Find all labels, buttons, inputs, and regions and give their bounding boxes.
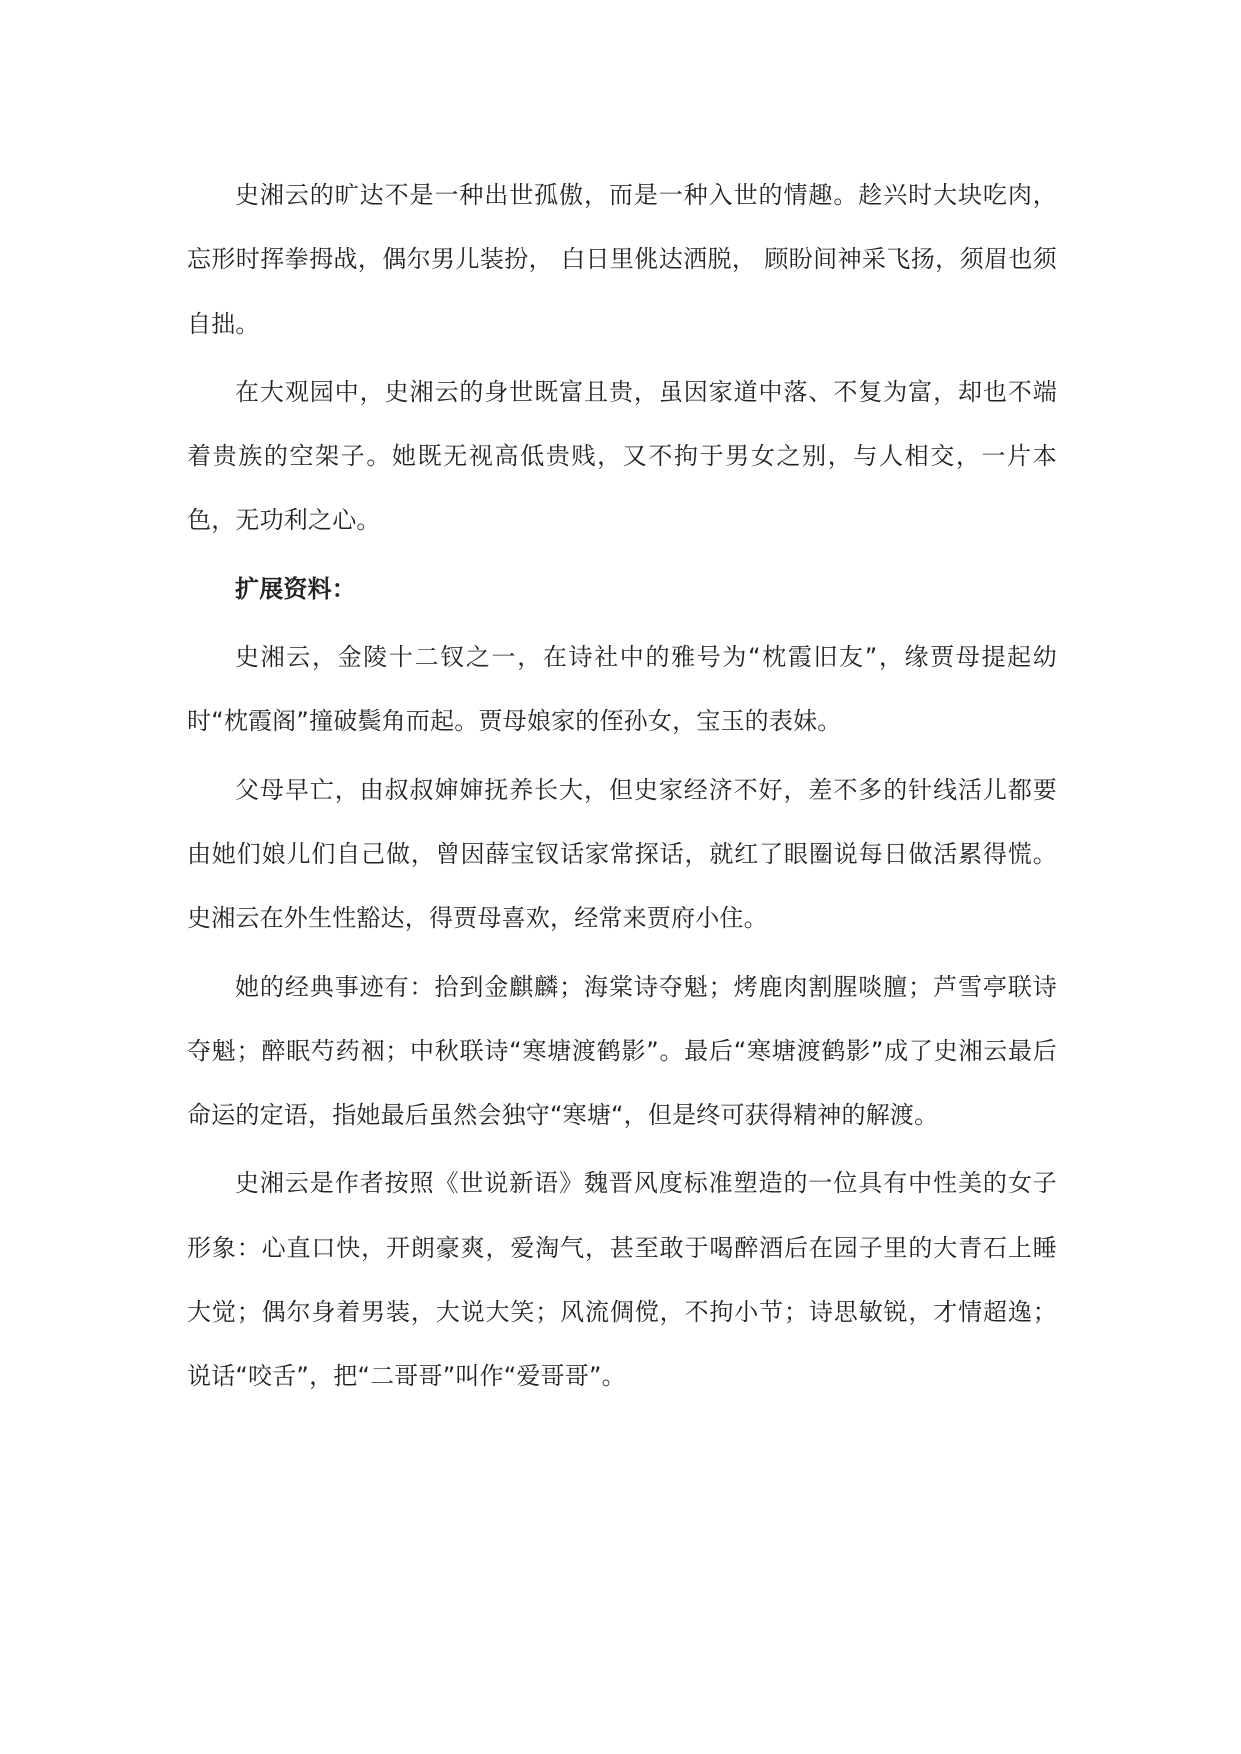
paragraph-classic-deeds: 她的经典事迹有：拾到金麒麟；海棠诗夺魁；烤鹿肉割腥啖膻；芦雪亭联诗夺魁；醉眠芍药裀；中秋联诗“寒塘渡鹤影”。最后“寒塘渡鹤影”成了史湘云最后命运的定语，指她最后虽然会独守“寒塘“，但是终可获得精神的解渡。: [187, 972, 1057, 1130]
paragraph-character-image: 史湘云是作者按照《世说新语》魏晋风度标准塑造的一位具有中性美的女子形象：心直口快，开朗豪爽，爱淘气，甚至敢于喝醉酒后在园子里的大青石上睡大觉；偶尔身着男装，大说大笑；风流倜傥，不拘小节；诗思敏锐，才情超逸；说话“咬舌”，把“二哥哥”叫作“爱哥哥”。: [187, 1169, 1057, 1391]
paragraph-background: 史湘云，金陵十二钗之一，在诗社中的雅号为“枕霞旧友”，缘贾母提起幼时“枕霞阁”撞破鬓角而起。贾母娘家的侄孙女，宝玉的表妹。: [187, 643, 1057, 736]
section-heading-extended-info: 扩展资料：: [235, 574, 356, 603]
paragraph-daguanyuan: 在大观园中，史湘云的身世既富且贵，虽因家道中落、不复为富，却也不端着贵族的空架子。她既无视高低贵贱，又不拘于男女之别，与人相交，一片本色，无功利之心。: [187, 377, 1057, 535]
document-body: [187, 163, 1057, 1413]
paragraph-family: 父母早亡，由叔叔婶婶抚养长大，但史家经济不好，差不多的针线活儿都要由她们娘儿们自己做，曾因薛宝钗话家常探话，就红了眼圈说每日做活累得慌。史湘云在外生性豁达，得贾母喜欢，经常来贾府小住。: [187, 775, 1057, 933]
paragraph-intro: 史湘云的旷达不是一种出世孤傲，而是一种入世的情趣。趁兴时大块吃肉，忘形时挥拳拇战，偶尔男儿装扮， 白日里佻达洒脱， 顾盼间神采飞扬，须眉也须自拙。: [187, 181, 1057, 338]
